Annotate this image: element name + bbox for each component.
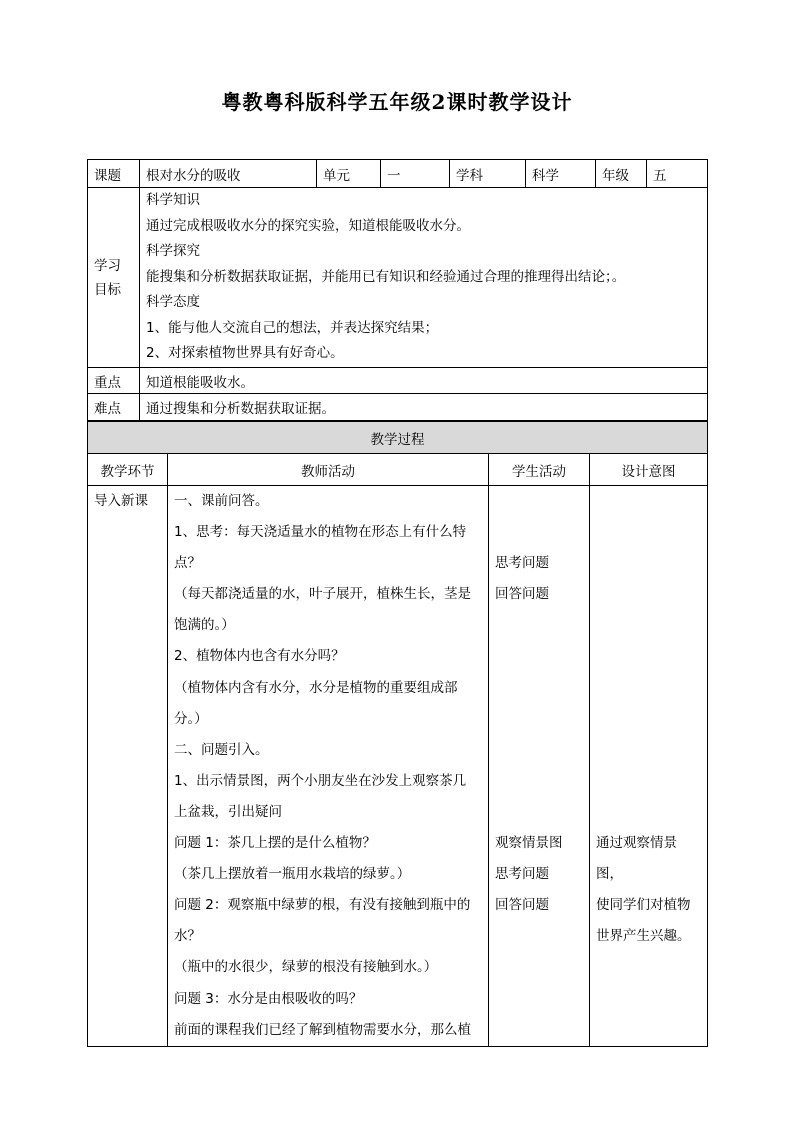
- teacher-line: 上盆栽，引出疑问: [174, 803, 282, 820]
- teacher-line: 1、出示情景图，两个小朋友坐在沙发上观察茶几: [174, 772, 467, 789]
- objective-line: 通过完成根吸收水分的探究实验，知道根能吸收水分。: [146, 217, 470, 234]
- lesson-info-table: [87, 159, 708, 421]
- topic-value: 根对水分的吸收: [140, 160, 317, 188]
- difficulty-text: 通过搜集和分析数据获取证据。: [140, 394, 708, 421]
- stage-label: 导入新课: [94, 493, 148, 509]
- objective-line: 科学态度: [146, 294, 200, 311]
- header-stage: 教学环节: [88, 454, 168, 486]
- teacher-activity-cell: [168, 486, 489, 1047]
- teacher-line: 问题 1：茶几上摆的是什么植物？: [174, 835, 376, 852]
- teacher-line: 分。）: [174, 710, 208, 727]
- teacher-line: （植物体内含有水分，水分是植物的重要组成部: [174, 679, 458, 696]
- grade-label: 年级: [596, 160, 647, 188]
- intent-line: 世界产生兴趣。: [596, 928, 691, 945]
- objective-line: 科学探究: [146, 243, 200, 260]
- unit-label: 单元: [317, 160, 381, 188]
- teacher-line: 1、思考：每天浇适量水的植物在形态上有什么特: [174, 524, 467, 541]
- student-line: 回答问题: [495, 586, 549, 603]
- stage-cell: [88, 486, 168, 1047]
- teacher-line: 2、植物体内也含有水分吗？: [174, 648, 345, 665]
- objective-line: 科学知识: [146, 192, 200, 209]
- teacher-line: 二、问题引入。: [174, 741, 269, 758]
- intent-line: 使同学们对植物: [596, 897, 691, 914]
- teaching-process-table: [87, 421, 708, 1047]
- objectives-label-line: 目标: [94, 281, 121, 298]
- teacher-line: 问题 3：水分是由根吸收的吗？: [174, 990, 363, 1007]
- header-teacher: 教师活动: [168, 454, 489, 486]
- objective-line: 2、对探索植物世界具有好奇心。: [146, 345, 344, 362]
- subject-label: 学科: [450, 160, 526, 188]
- student-activity-cell: [489, 486, 590, 1047]
- teacher-line: （每天都浇适量的水，叶子展开，植株生长，茎是: [174, 586, 471, 603]
- objectives-label: [88, 188, 140, 368]
- teacher-line: 水？: [174, 928, 201, 945]
- difficulty-row: [88, 394, 708, 421]
- key-point-text: 知道根能吸收水。: [140, 368, 708, 394]
- subject-value: 科学: [526, 160, 596, 188]
- process-header-row: [88, 454, 708, 486]
- objectives-label-line: 学习: [94, 257, 121, 274]
- key-point-label: 重点: [88, 368, 140, 394]
- objective-line: 1、能与他人交流自己的想法，并表达探究结果；: [146, 319, 439, 336]
- student-line: 观察情景图: [495, 835, 563, 852]
- teacher-line: 点？: [174, 555, 201, 572]
- objective-line: 能搜集和分析数据获取证据，并能用已有知识和经验通过合理的推理得出结论；。: [146, 268, 626, 285]
- difficulty-label: 难点: [88, 394, 140, 421]
- student-line: 思考问题: [495, 555, 549, 572]
- process-title: 教学过程: [88, 422, 708, 454]
- objectives-row: [88, 188, 708, 368]
- student-line: 思考问题: [495, 866, 549, 883]
- process-row-intro: [88, 486, 708, 1047]
- teacher-line: （茶几上摆放着一瓶用水栽培的绿萝。）: [174, 866, 411, 883]
- objectives-content: [140, 188, 708, 368]
- unit-value: 一: [381, 160, 450, 188]
- grade-value: 五: [647, 160, 708, 188]
- intent-line: 通过观察情景图，: [596, 835, 677, 883]
- teacher-line: 饱满的。）: [174, 617, 235, 634]
- key-point-row: [88, 368, 708, 394]
- document-title: 粤教粤科版科学五年级2课时教学设计: [221, 90, 573, 114]
- student-line: 回答问题: [495, 897, 549, 914]
- teacher-line: 一、课前问答。: [174, 493, 269, 509]
- header-intent: 设计意图: [590, 454, 708, 486]
- teacher-line: 问题 2：观察瓶中绿萝的根，有没有接触到瓶中的: [174, 897, 471, 914]
- header-student: 学生活动: [489, 454, 590, 486]
- topic-label: 课题: [88, 160, 140, 188]
- teacher-line: 前面的课程我们已经了解到植物需要水分，那么植: [174, 1021, 471, 1038]
- info-row: [88, 160, 708, 188]
- design-intent-cell: [590, 486, 708, 1047]
- process-title-row: [88, 422, 708, 454]
- teacher-line: （瓶中的水很少，绿萝的根没有接触到水。）: [174, 959, 438, 976]
